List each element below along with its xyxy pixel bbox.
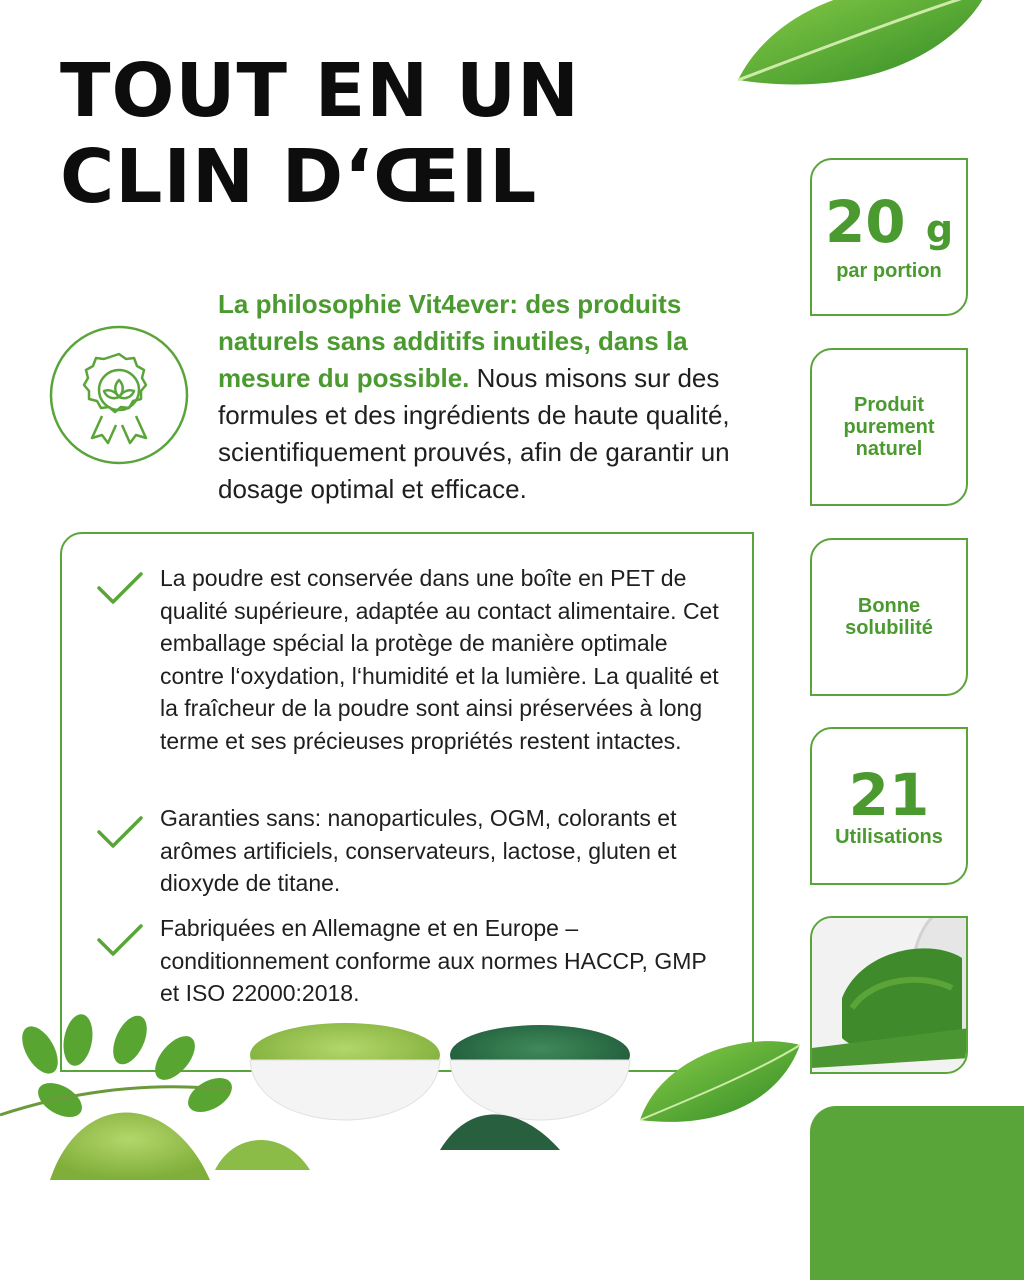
philosophy-body: Nous misons sur des formules et des ingrédients de haute qualité, scientifiquement prouvés, afin de garantir un dosage optimal et efficace. bbox=[218, 363, 730, 504]
uses-badge bbox=[810, 727, 968, 885]
check-icon bbox=[96, 570, 144, 606]
philosophy-text bbox=[218, 286, 778, 508]
feature-item-2: Garanties sans: nanoparticules, OGM, colorants et arômes artificiels, conservateurs, lactose, gluten et dioxyde de titane. bbox=[160, 805, 677, 896]
feature-item-3: Fabriquées en Allemagne et en Europe – conditionnement conforme aux normes HACCP, GMP et ISO 22000:2018. bbox=[160, 915, 707, 1006]
philosophy-lead: La philosophie Vit4ever: des produits naturels sans additifs inutiles, dans la mesure du possible. bbox=[218, 289, 688, 393]
quality-seal-icon bbox=[48, 324, 190, 466]
feature-item-1: La poudre est conservée dans une boîte en PET de qualité supérieure, adaptée au contact alimentaire. Cet emballage spécial la protège de manière optimale contre l‘oxydation, l‘humidité et la lumière. La qualité et la fraîcheur de la poudre sont ainsi préservées à long terme et ses précieuses propriétés restent intactes. bbox=[160, 565, 719, 754]
powder-bowls-image bbox=[0, 1000, 810, 1280]
solubility-label: Bonne solubilité bbox=[845, 595, 933, 639]
powder-jar-image bbox=[812, 918, 968, 1074]
green-accent-block bbox=[810, 1106, 1024, 1280]
serving-badge bbox=[810, 158, 968, 316]
serving-label: par portion bbox=[836, 260, 942, 282]
uses-value: 21 bbox=[848, 760, 930, 829]
natural-badge bbox=[810, 348, 968, 506]
natural-label: Produit purement naturel bbox=[843, 394, 935, 460]
leaf-image bbox=[718, 0, 1018, 95]
serving-unit: g bbox=[925, 207, 954, 251]
title-line-1: TOUT EN UN bbox=[60, 48, 580, 134]
page-title bbox=[60, 48, 760, 220]
uses-label: Utilisations bbox=[835, 825, 943, 848]
check-icon bbox=[96, 814, 144, 850]
solubility-badge bbox=[810, 538, 968, 696]
title-line-2: CLIN D‘ŒIL bbox=[60, 134, 538, 220]
serving-value: 20 g bbox=[824, 188, 954, 256]
powder-photo bbox=[810, 916, 968, 1074]
check-icon bbox=[96, 922, 144, 958]
